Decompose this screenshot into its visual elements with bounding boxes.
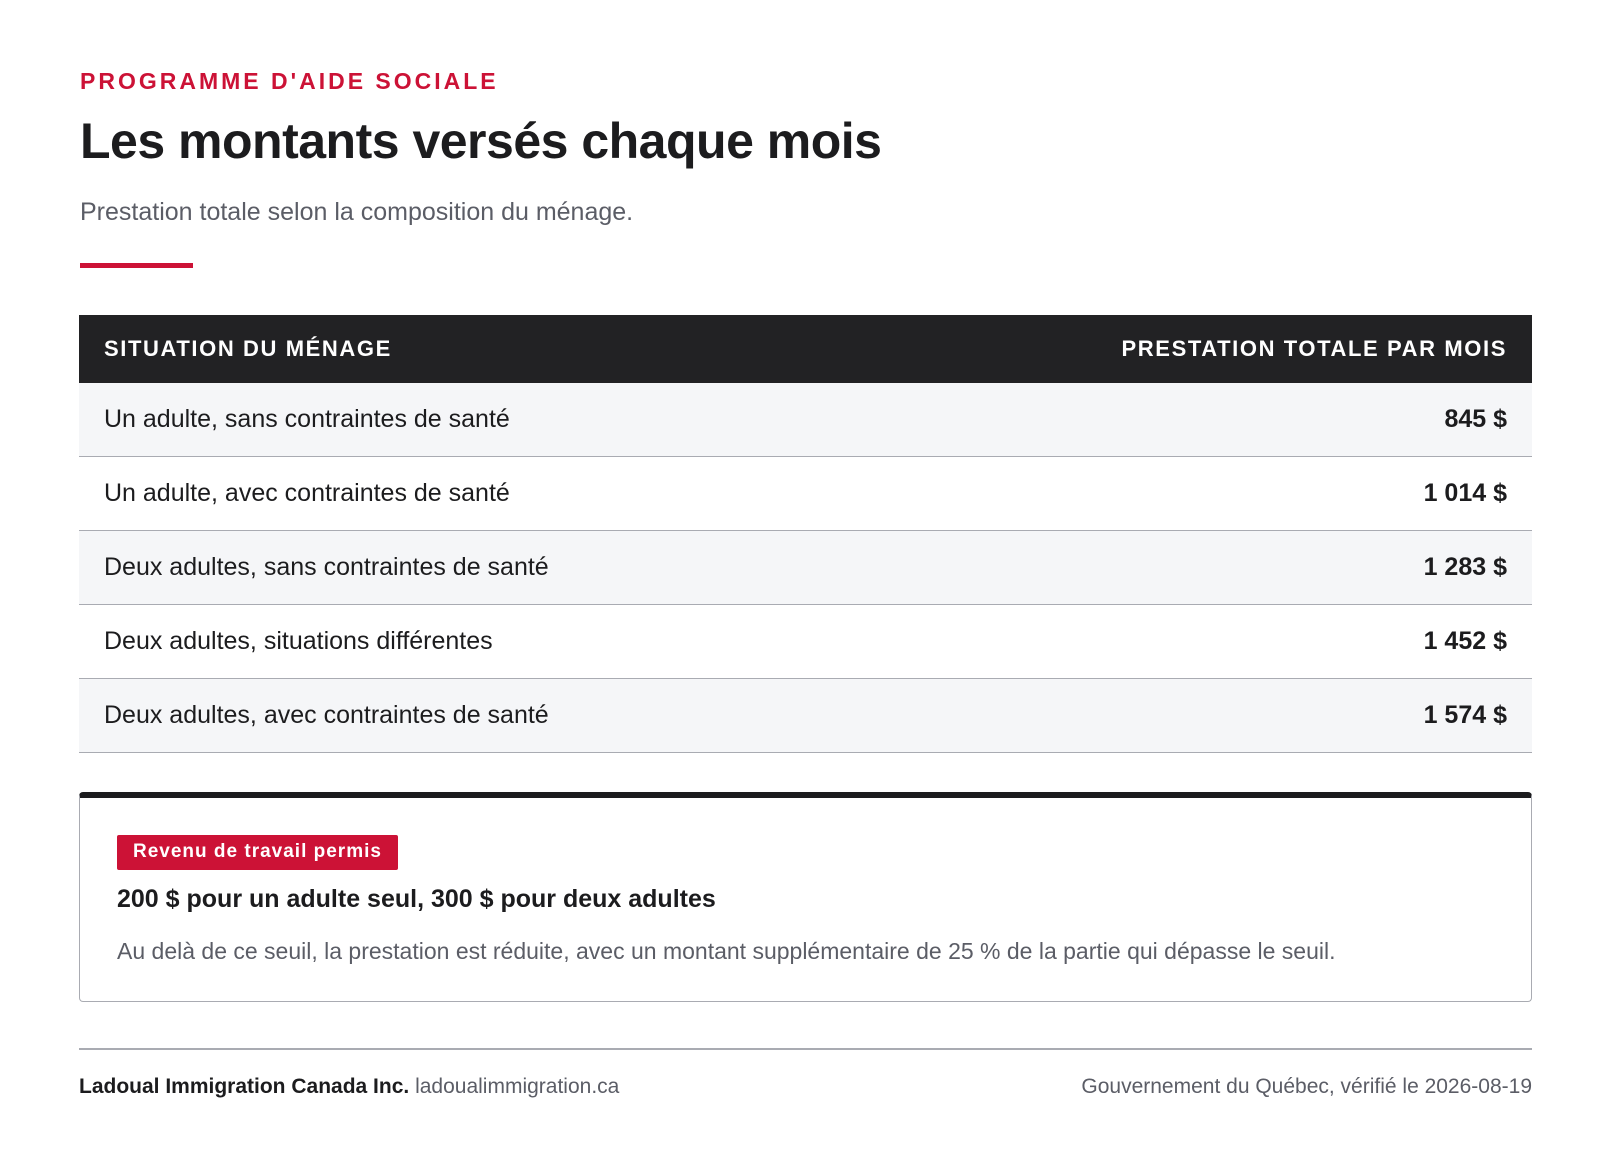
footer-source: Gouvernement du Québec, vérifié le 2026-08-19 — [1081, 1075, 1532, 1098]
row-situation: Un adulte, avec contraintes de santé — [104, 479, 510, 507]
callout-heading: 200 $ pour un adulte seul, 300 $ pour deux adultes — [117, 885, 716, 913]
page-title: Les montants versés chaque mois — [80, 113, 882, 169]
program-eyebrow: PROGRAMME D'AIDE SOCIALE — [80, 68, 499, 94]
row-amount: 1 283 $ — [1423, 553, 1507, 581]
row-amount: 1 574 $ — [1423, 701, 1507, 729]
page-subtitle: Prestation totale selon la composition du ménage. — [80, 198, 634, 226]
footer-divider — [79, 1048, 1532, 1050]
table-header — [79, 315, 1532, 383]
row-amount: 1 452 $ — [1423, 627, 1507, 655]
table-row — [79, 457, 1532, 531]
row-situation: Un adulte, sans contraintes de santé — [104, 405, 510, 433]
column-header-amount: PRESTATION TOTALE PAR MOIS — [1121, 336, 1507, 361]
footer-brand: Ladoual Immigration Canada Inc. — [79, 1075, 410, 1098]
callout-description: Au delà de ce seuil, la prestation est réduite, avec un montant supplémentaire de 25 % de la partie qui dépasse le seuil. — [117, 938, 1336, 964]
row-amount: 845 $ — [1444, 405, 1507, 433]
accent-divider — [80, 263, 193, 268]
table-row — [79, 531, 1532, 605]
work-income-badge: Revenu de travail permis — [117, 835, 398, 870]
footer-credit — [79, 1075, 619, 1099]
row-amount: 1 014 $ — [1423, 479, 1507, 507]
table-row — [79, 605, 1532, 679]
footer-site-link[interactable]: ladoualimmigration.ca — [415, 1075, 620, 1098]
row-situation: Deux adultes, sans contraintes de santé — [104, 553, 549, 581]
table-row — [79, 679, 1532, 753]
row-situation: Deux adultes, avec contraintes de santé — [104, 701, 549, 729]
table-row — [79, 383, 1532, 457]
benefits-table — [79, 315, 1532, 753]
row-situation: Deux adultes, situations différentes — [104, 627, 493, 655]
work-income-callout — [79, 792, 1532, 1002]
column-header-situation: SITUATION DU MÉNAGE — [104, 336, 392, 361]
